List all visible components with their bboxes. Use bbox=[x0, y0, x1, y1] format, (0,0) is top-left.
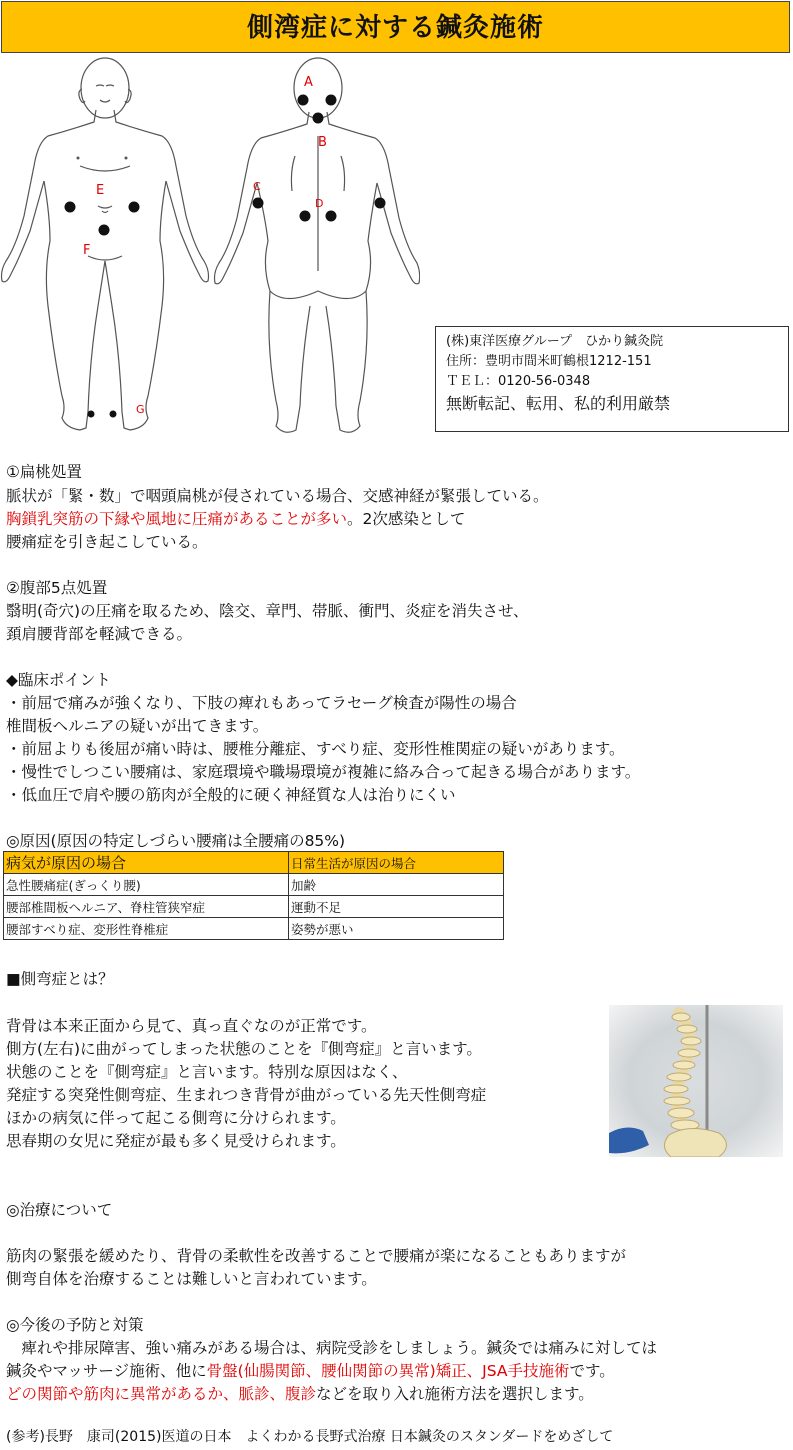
front-body-details bbox=[77, 157, 128, 160]
s1-line2 bbox=[6, 508, 465, 531]
acupoint-a-left bbox=[298, 95, 309, 106]
front-body-outline bbox=[2, 58, 209, 430]
treatment-line1: 筋肉の緊張を緩めたり、背骨の柔軟性を改善することで腰痛が楽になることもありますが bbox=[6, 1247, 627, 1265]
reference-note: (参考)長野 康司(2015)医道の日本 よくわかる長野式治療 日本鍼灸のスタンダードをめざして bbox=[6, 1429, 614, 1445]
label-a: A bbox=[304, 75, 313, 90]
label-b: B bbox=[318, 135, 327, 150]
prevention-line3-b: などを取り入れ施術方法を選択します。 bbox=[316, 1385, 594, 1403]
cause-col2-header: 日常生活が原因の場合 bbox=[289, 852, 504, 874]
acupoint-e-left bbox=[65, 202, 76, 213]
s1-line3: 腰痛症を引き起こしている。 bbox=[6, 533, 208, 551]
prevention-line3 bbox=[6, 1383, 594, 1406]
acupoint-c-left bbox=[253, 198, 264, 209]
clinical-line: ・前屈で痛みが強くなり、下肢の痺れもあってラセーグ検査が陽性の場合 bbox=[6, 694, 517, 712]
scoliosis-line: 思春期の女児に発症が最も多く見受けられます。 bbox=[6, 1132, 346, 1150]
clinical-line: ・慢性でしつこい腰痛は、家庭環境や職場環境が複雑に絡み合って起きる場合があります。 bbox=[6, 763, 641, 781]
acupoint-g-right bbox=[110, 411, 117, 418]
table-row bbox=[4, 874, 504, 896]
clinic-name: (株)東洋医療グループ ひかり鍼灸院 bbox=[446, 334, 664, 349]
acupoint-b bbox=[313, 113, 324, 124]
s2-line2: 頚肩腰背部を軽減できる。 bbox=[6, 625, 193, 643]
cause-heading: ◎原因(原因の特定しづらい腰痛は全腰痛の85%) bbox=[6, 832, 346, 850]
cause-cell: 姿勢が悪い bbox=[289, 918, 504, 940]
prevention-line2-a: 鍼灸やマッサージ施術、他に bbox=[6, 1362, 207, 1380]
scoliosis-line: 側方(左右)に曲がってしまった状態のことを『側弯症』と言います。 bbox=[6, 1040, 482, 1058]
label-c: C bbox=[253, 180, 261, 193]
acupoint-g-left bbox=[88, 411, 95, 418]
cause-table bbox=[3, 851, 504, 940]
acupoint-d-right bbox=[326, 211, 337, 222]
label-f: F bbox=[83, 243, 91, 258]
cause-cell: 運動不足 bbox=[289, 896, 504, 918]
s1-line2-rest: 。2次感染として bbox=[347, 510, 466, 528]
s1-line2-highlight: 胸鎖乳突筋の下縁や風地に圧痛があることが多い bbox=[6, 510, 348, 528]
scoliosis-heading: ■側弯症とは？ bbox=[6, 970, 114, 988]
acupoint-f bbox=[99, 225, 110, 236]
clinic-info-box bbox=[435, 326, 789, 432]
scoliosis-line: 状態のことを『側弯症』と言います。特別な原因はなく、 bbox=[6, 1063, 408, 1081]
prevention-heading: ◎今後の予防と対策 bbox=[6, 1316, 144, 1334]
page-title: 側湾症に対する鍼灸施術 bbox=[1, 1, 790, 53]
acupoint-markers bbox=[65, 95, 386, 418]
label-d: D bbox=[315, 197, 324, 210]
scoliosis-line: ほかの病気に伴って起こる側弯に分けられます。 bbox=[6, 1109, 346, 1127]
prevention-line2-b: です。 bbox=[569, 1362, 615, 1380]
s2-heading: ②腹部5点処置 bbox=[6, 579, 108, 597]
prevention-line2-highlight: 骨盤(仙腸関節、腰仙関節の異常)矯正、JSA手技施術 bbox=[206, 1362, 570, 1380]
table-row bbox=[4, 896, 504, 918]
clinical-heading: ◆臨床ポイント bbox=[6, 671, 111, 689]
scoliosis-line: 発症する突発性側弯症、生まれつき背骨が曲がっている先天性側弯症 bbox=[6, 1086, 487, 1104]
acupoint-c-right bbox=[375, 198, 386, 209]
clinical-line: ・前屈よりも後屈が痛い時は、腰椎分離症、すべり症、変形性椎関症の疑いがあります。 bbox=[6, 740, 625, 758]
clinic-tel: ＴＥＬ：0120-56-0348 bbox=[446, 374, 591, 389]
acupoint-d-left bbox=[300, 211, 311, 222]
cause-cell: 加齢 bbox=[289, 874, 504, 896]
cause-cell: 腰部すべり症、変形性脊椎症 bbox=[4, 918, 289, 940]
s1-heading: ①扁桃処置 bbox=[6, 463, 82, 481]
prevention-line3-highlight: どの関節や筋肉に異常があるか、脈診、腹診 bbox=[6, 1385, 317, 1403]
label-e: E bbox=[96, 183, 105, 198]
prevention-line1: 痺れや排尿障害、強い痛みがある場合は、病院受診をしましょう。鍼灸では痛みに対しては bbox=[6, 1339, 658, 1357]
s1-line1: 脈状が「緊・数」で咽頭扁桃が侵されている場合、交感神経が緊張している。 bbox=[6, 487, 549, 505]
copyright-notice: 無断転記、転用、私的利用厳禁 bbox=[446, 394, 671, 413]
clinic-address: 住所：豊明市間米町鶴根1212-151 bbox=[446, 354, 652, 369]
cause-cell: 腰部椎間板ヘルニア、脊柱管狭窄症 bbox=[4, 896, 289, 918]
table-row bbox=[4, 918, 504, 940]
label-g: G bbox=[136, 403, 145, 416]
acupoint-e-right bbox=[129, 202, 140, 213]
treatment-line2: 側弯自体を治療することは難しいと言われています。 bbox=[6, 1270, 377, 1288]
acupoint-a-right bbox=[326, 95, 337, 106]
prevention-line2 bbox=[6, 1360, 615, 1383]
body-figure-diagram bbox=[0, 56, 420, 441]
cause-col1-header: 病気が原因の場合 bbox=[4, 852, 289, 874]
clinical-line: ・低血圧で肩や腰の筋肉が全般的に硬く神経質な人は治りにくい bbox=[6, 786, 456, 804]
treatment-heading: ◎治療について bbox=[6, 1201, 113, 1219]
cause-cell: 急性腰痛症(ぎっくり腰) bbox=[4, 874, 289, 896]
clinical-line: 椎間板ヘルニアの疑いが出てきます。 bbox=[6, 717, 269, 735]
spine-model-photo bbox=[609, 1005, 783, 1157]
s2-line1: 翳明(奇穴)の圧痛を取るため、陰交、章門、帯脈、衝門、炎症を消失させ、 bbox=[6, 602, 529, 620]
scoliosis-line: 背骨は本来正面から見て、真っ直ぐなのが正常です。 bbox=[6, 1017, 377, 1035]
